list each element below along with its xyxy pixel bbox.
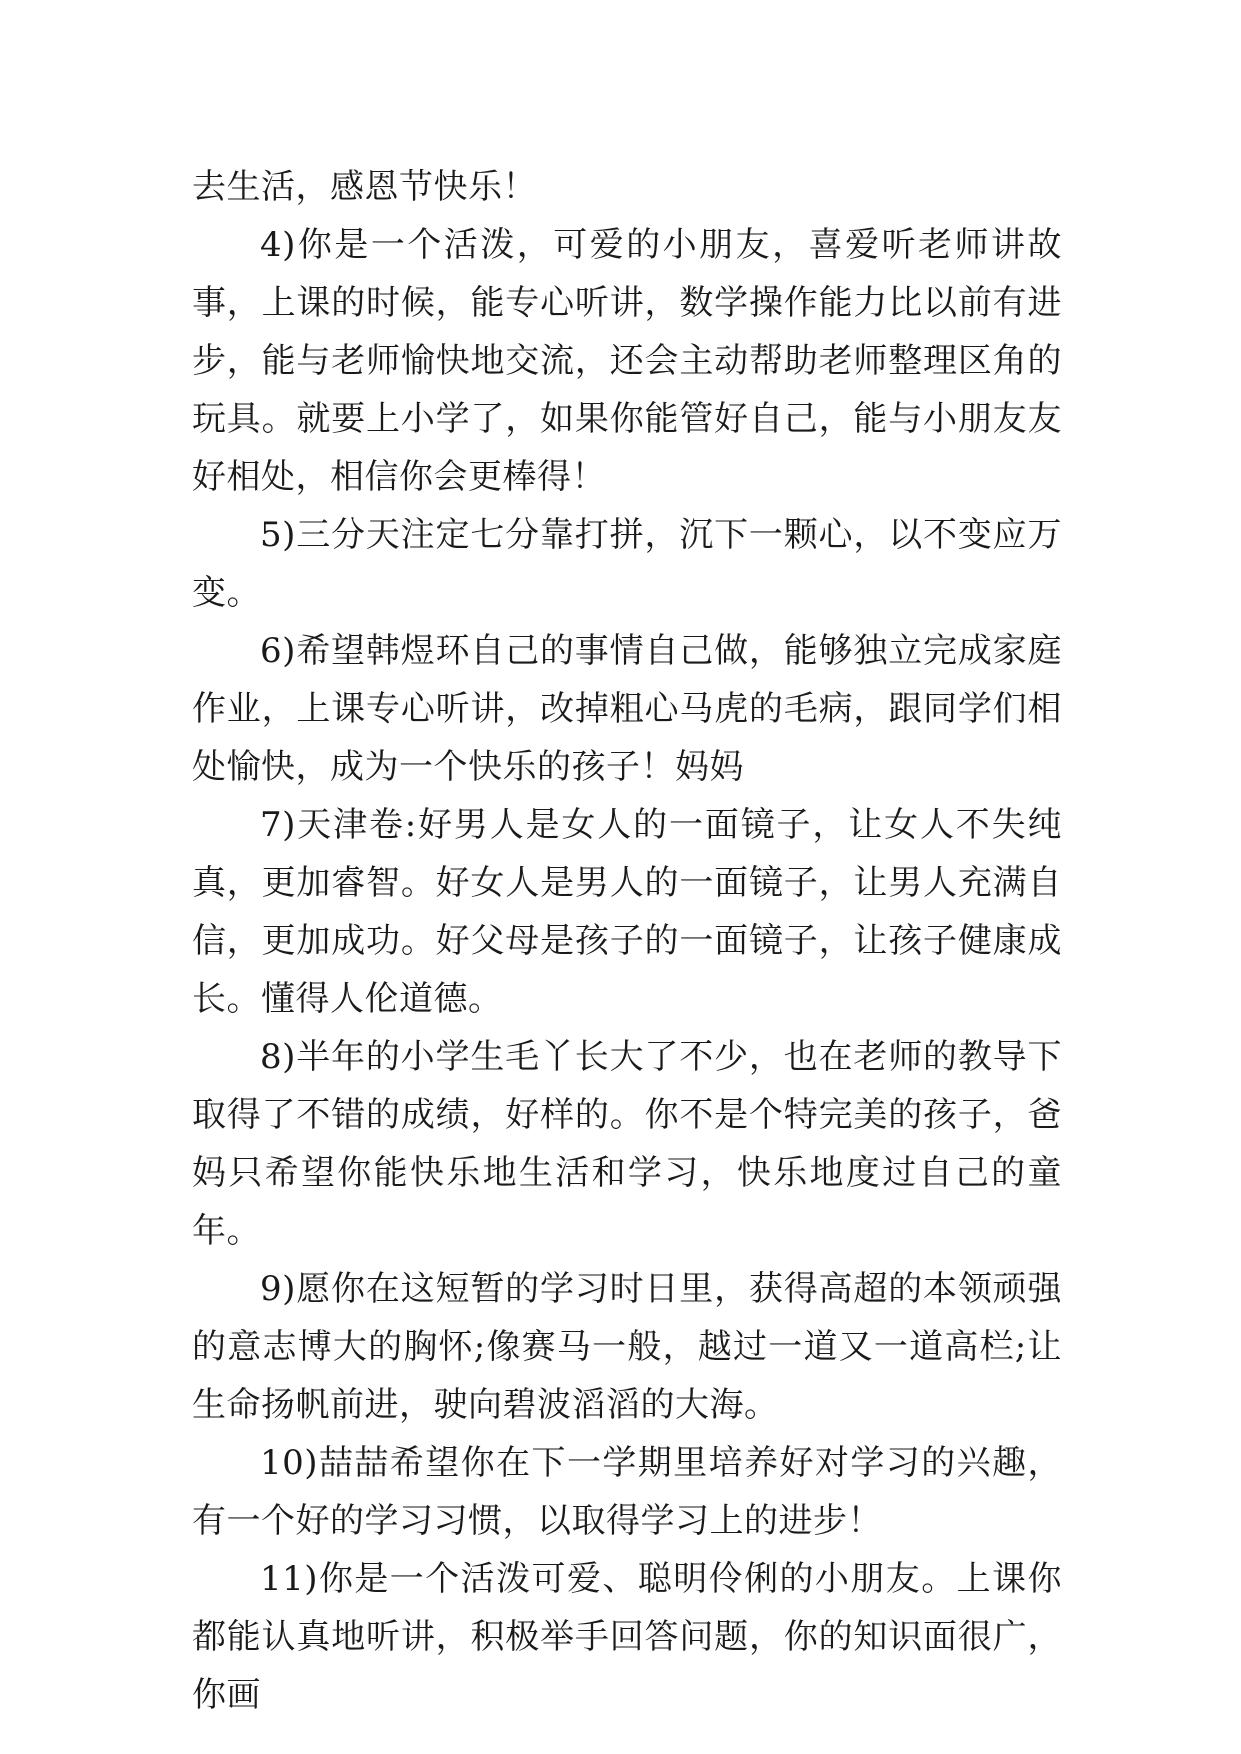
paragraph-item-7: 7)天津卷:好男人是女人的一面镜子，让女人不失纯真，更加睿智。好女人是男人的一面镜子，让男人充满自信，更加成功。好父母是孩子的一面镜子，让孩子健康成长。懂得人伦道德。 — [192, 805, 1062, 1019]
document-body — [192, 158, 1062, 1724]
paragraph-item-4: 4)你是一个活泼，可爱的小朋友，喜爱听老师讲故事，上课的时候，能专心听讲，数学操作能力比以前有进步，能与老师愉快地交流，还会主动帮助老师整理区角的玩具。就要上小学了，如果你能管好自己，能与小朋友友好相处，相信你会更棒得！ — [192, 225, 1062, 497]
paragraph-item-10: 10)喆喆希望你在下一学期里培养好对学习的兴趣，有一个好的学习习惯，以取得学习上的进步！ — [192, 1443, 1062, 1541]
paragraph-continuation: 去生活，感恩节快乐！ — [192, 167, 537, 207]
paragraph-item-8: 8)半年的小学生毛丫长大了不少，也在老师的教导下取得了不错的成绩，好样的。你不是个特完美的孩子，爸妈只希望你能快乐地生活和学习，快乐地度过自己的童年。 — [192, 1037, 1062, 1251]
paragraph-item-5: 5)三分天注定七分靠打拼，沉下一颗心，以不变应万变。 — [192, 515, 1062, 613]
paragraph-item-9: 9)愿你在这短暂的学习时日里，获得高超的本领顽强的意志博大的胸怀;像赛马一般，越过一道又一道高栏;让生命扬帆前进，驶向碧波滔滔的大海。 — [192, 1269, 1062, 1425]
paragraph-item-6: 6)希望韩煜环自己的事情自己做，能够独立完成家庭作业，上课专心听讲，改掉粗心马虎的毛病，跟同学们相处愉快，成为一个快乐的孩子！妈妈 — [192, 631, 1062, 787]
paragraph-item-11: 11)你是一个活泼可爱、聪明伶俐的小朋友。上课你都能认真地听讲，积极举手回答问题，你的知识面很广，你画 — [192, 1559, 1062, 1715]
